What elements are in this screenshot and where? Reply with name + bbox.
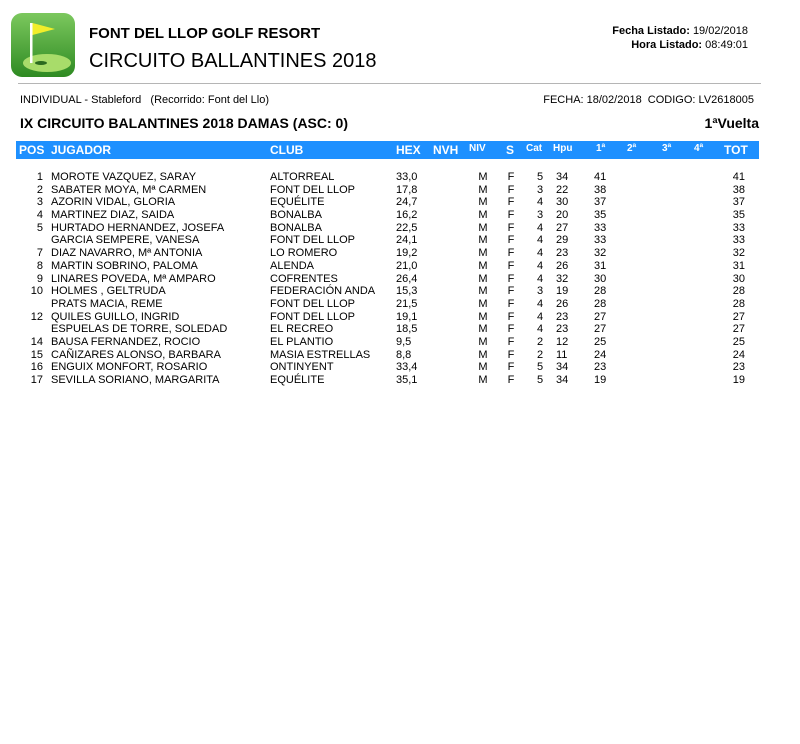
golf-flag-icon: [11, 13, 75, 77]
cell-tot: 28: [732, 297, 745, 310]
cell-cat: 4: [536, 297, 544, 310]
cell-cat: 5: [536, 361, 544, 374]
cell-player: MARTIN SOBRINO, PALOMA: [51, 259, 198, 272]
cell-hpu: 20: [556, 209, 569, 222]
cell-tot: 33: [732, 221, 745, 234]
cell-pos: 7: [36, 247, 43, 260]
cell-hpu: 26: [556, 297, 569, 310]
cell-s: F: [507, 335, 515, 348]
cell-player: PRATS MACIA, REME: [51, 297, 163, 310]
round-label: 1ªVuelta: [704, 115, 759, 131]
cell-hpu: 34: [556, 361, 569, 374]
col-hpu: Hpu: [553, 143, 573, 154]
cell-tot: 25: [732, 335, 745, 348]
cell-hpu: 12: [556, 335, 569, 348]
table-row: [0, 222, 800, 235]
cell-niv: M: [478, 221, 488, 234]
cell-player: DIAZ NAVARRO, Mª ANTONIA: [51, 247, 203, 260]
cell-s: F: [507, 196, 515, 209]
table-row: [0, 298, 800, 311]
cell-hpu: 23: [556, 247, 569, 260]
cell-hex: 21,5: [396, 297, 418, 310]
cell-hpu: 34: [556, 374, 569, 386]
cell-hex: 15,3: [396, 285, 418, 298]
table-row: [0, 196, 800, 209]
cell-tot: 33: [732, 234, 745, 247]
col-cat: Cat: [526, 143, 543, 154]
cell-cat: 2: [536, 335, 544, 348]
cell-s: F: [507, 272, 515, 285]
col-club: CLUB: [270, 143, 304, 157]
table-row: [0, 171, 800, 184]
col-r1: 1ª: [596, 143, 606, 154]
table-row: [0, 247, 800, 260]
cell-club: FONT DEL LLOP: [270, 310, 355, 323]
cell-club: BONALBA: [270, 209, 322, 222]
col-hex: HEX: [396, 143, 421, 157]
col-r3: 3ª: [662, 143, 672, 154]
cell-pos: 14: [30, 335, 43, 348]
cell-hex: 24,1: [396, 234, 418, 247]
cell-club: FONT DEL LLOP: [270, 183, 355, 196]
cell-s: F: [507, 374, 515, 386]
cell-player: MOROTE VAZQUEZ, SARAY: [51, 171, 197, 183]
cell-pos: 16: [30, 361, 43, 374]
cell-pos: 15: [30, 348, 43, 361]
cell-hex: 26,4: [396, 272, 418, 285]
cell-cat: 4: [536, 221, 544, 234]
cell-hex: 35,1: [396, 374, 418, 386]
cell-s: F: [507, 259, 515, 272]
col-s: S: [506, 143, 515, 157]
cell-hex: 19,2: [396, 247, 418, 260]
table-row: [0, 336, 800, 349]
cell-hex: 24,7: [396, 196, 418, 209]
cell-niv: M: [478, 297, 488, 310]
col-r4: 4ª: [694, 143, 704, 154]
cell-cat: 3: [536, 285, 544, 298]
date-code-text: FECHA: 18/02/2018 CODIGO: LV2618005: [543, 94, 754, 106]
cell-niv: M: [478, 247, 488, 260]
cell-s: F: [507, 348, 515, 361]
fecha-listado-label: Fecha Listado:: [612, 25, 690, 37]
cell-hex: 17,8: [396, 183, 418, 196]
cell-r1: 33: [594, 234, 607, 247]
cell-r1: 27: [594, 323, 607, 336]
cell-s: F: [507, 285, 515, 298]
table-row: [0, 273, 800, 286]
cell-s: F: [507, 209, 515, 222]
cell-tot: 41: [732, 171, 745, 183]
cell-tot: 38: [732, 183, 745, 196]
cell-player: HOLMES , GELTRUDA: [51, 285, 166, 298]
table-header: [16, 141, 759, 159]
cell-r1: 35: [594, 209, 607, 222]
cell-r1: 24: [594, 348, 607, 361]
cell-s: F: [507, 323, 515, 336]
cell-niv: M: [478, 285, 488, 298]
cell-s: F: [507, 310, 515, 323]
cell-player: ENGUIX MONFORT, ROSARIO: [51, 361, 208, 374]
table-row: [0, 184, 800, 197]
cell-pos: 17: [30, 374, 43, 386]
col-r2: 2ª: [627, 143, 637, 154]
fecha-listado-value: 19/02/2018: [692, 25, 748, 37]
cell-pos: 3: [36, 196, 43, 209]
cell-club: ALTORREAL: [270, 171, 335, 183]
cell-niv: M: [478, 348, 488, 361]
cell-cat: 4: [536, 272, 544, 285]
cell-r1: 33: [594, 221, 607, 234]
cell-player: AZORIN VIDAL, GLORIA: [51, 196, 176, 209]
cell-hpu: 32: [556, 272, 569, 285]
cell-pos: 4: [36, 209, 43, 222]
cell-pos: 8: [36, 259, 43, 272]
cell-club: EQUÉLITE: [270, 374, 325, 386]
cell-cat: 3: [536, 209, 544, 222]
cell-hpu: 22: [556, 183, 569, 196]
cell-s: F: [507, 221, 515, 234]
cell-tot: 32: [732, 247, 745, 260]
cell-tot: 31: [732, 259, 745, 272]
table-row: [0, 260, 800, 273]
cell-s: F: [507, 183, 515, 196]
cell-r1: 38: [594, 183, 607, 196]
cell-niv: M: [478, 196, 488, 209]
modality-text: INDIVIDUAL - Stableford (Recorrido: Font del Llo): [20, 94, 270, 106]
cell-r1: 25: [594, 335, 607, 348]
table-row: [0, 361, 800, 374]
cell-cat: 5: [536, 171, 544, 183]
cell-pos: 2: [36, 183, 43, 196]
cell-club: ALENDA: [270, 259, 315, 272]
table-row: [0, 374, 800, 387]
cell-pos: 12: [30, 310, 43, 323]
cell-hex: 16,2: [396, 209, 418, 222]
cell-r1: 37: [594, 196, 607, 209]
cell-niv: M: [478, 259, 488, 272]
cell-club: FONT DEL LLOP: [270, 234, 355, 247]
cell-player: QUILES GUILLO, INGRID: [51, 310, 180, 323]
cell-cat: 3: [536, 183, 544, 196]
cell-niv: M: [478, 335, 488, 348]
results-table: [0, 171, 800, 387]
table-row: [0, 285, 800, 298]
cell-cat: 4: [536, 310, 544, 323]
cell-pos: 9: [36, 272, 43, 285]
col-tot: TOT: [724, 143, 748, 157]
cell-club: ONTINYENT: [270, 361, 334, 374]
cell-hex: 18,5: [396, 323, 418, 336]
cell-player: ESPUELAS DE TORRE, SOLEDAD: [51, 323, 228, 336]
table-row: [0, 349, 800, 362]
cell-r1: 41: [594, 171, 607, 183]
cell-niv: M: [478, 374, 488, 386]
cell-r1: 23: [594, 361, 607, 374]
table-row: [0, 311, 800, 324]
cell-hex: 9,5: [396, 335, 412, 348]
cell-tot: 35: [732, 209, 745, 222]
listing-info: [612, 24, 748, 52]
competition-title: IX CIRCUITO BALANTINES 2018 DAMAS (ASC: 0): [20, 115, 349, 131]
cell-niv: M: [478, 234, 488, 247]
cell-niv: M: [478, 171, 488, 183]
cell-player: LINARES POVEDA, Mª AMPARO: [51, 272, 216, 285]
cell-s: F: [507, 234, 515, 247]
cell-cat: 5: [536, 374, 544, 386]
cell-player: MARTINEZ DIAZ, SAIDA: [51, 209, 175, 222]
cell-r1: 28: [594, 285, 607, 298]
cell-tot: 28: [732, 285, 745, 298]
cell-r1: 30: [594, 272, 607, 285]
cell-player: SABATER MOYA, Mª CARMEN: [51, 183, 207, 196]
cell-club: FONT DEL LLOP: [270, 297, 355, 310]
cell-player: GARCIA SEMPERE, VANESA: [51, 234, 200, 247]
cell-pos: 10: [30, 285, 43, 298]
cell-cat: 4: [536, 259, 544, 272]
col-niv: NIV: [469, 143, 486, 154]
cell-hpu: 11: [556, 348, 568, 361]
col-player: JUGADOR: [51, 143, 112, 157]
cell-niv: M: [478, 272, 488, 285]
cell-tot: 30: [732, 272, 745, 285]
cell-club: BONALBA: [270, 221, 322, 234]
col-nvh: NVH: [433, 143, 459, 157]
cell-tot: 37: [732, 196, 745, 209]
cell-s: F: [507, 171, 515, 183]
cell-cat: 4: [536, 196, 544, 209]
cell-niv: M: [478, 183, 488, 196]
cell-hpu: 19: [556, 285, 569, 298]
cell-player: HURTADO HERNANDEZ, JOSEFA: [51, 221, 225, 234]
cell-r1: 31: [594, 259, 607, 272]
cell-r1: 19: [594, 374, 607, 386]
cell-hpu: 23: [556, 323, 569, 336]
cell-niv: M: [478, 310, 488, 323]
cell-niv: M: [478, 361, 488, 374]
cell-pos: 5: [36, 221, 43, 234]
cell-club: COFRENTES: [270, 272, 338, 285]
club-name: FONT DEL LLOP GOLF RESORT: [89, 25, 321, 42]
cell-tot: 27: [732, 310, 745, 323]
cell-hpu: 30: [556, 196, 569, 209]
col-pos: POS: [19, 143, 45, 157]
cell-r1: 32: [594, 247, 607, 260]
table-row: [0, 323, 800, 336]
cell-club: MASIA ESTRELLAS: [270, 348, 371, 361]
event-title: CIRCUITO BALLANTINES 2018: [89, 50, 377, 72]
cell-cat: 4: [536, 323, 544, 336]
cell-hex: 33,0: [396, 171, 418, 183]
table-row: [0, 209, 800, 222]
cell-club: LO ROMERO: [270, 247, 338, 260]
cell-tot: 23: [732, 361, 745, 374]
cell-player: SEVILLA SORIANO, MARGARITA: [51, 374, 220, 386]
cell-hex: 22,5: [396, 221, 418, 234]
header-divider: [18, 83, 761, 84]
cell-r1: 27: [594, 310, 607, 323]
cell-cat: 4: [536, 247, 544, 260]
cell-player: BAUSA FERNANDEZ, ROCIO: [51, 335, 201, 348]
cell-player: CAÑIZARES ALONSO, BARBARA: [51, 348, 221, 361]
cell-club: EL RECREO: [270, 323, 334, 336]
cell-niv: M: [478, 209, 488, 222]
cell-pos: 1: [36, 171, 43, 183]
cell-r1: 28: [594, 297, 607, 310]
cell-tot: 27: [732, 323, 745, 336]
cell-s: F: [507, 297, 515, 310]
cell-hpu: 26: [556, 259, 569, 272]
table-row: [0, 234, 800, 247]
hora-listado-value: 08:49:01: [705, 39, 748, 51]
cell-hpu: 23: [556, 310, 569, 323]
cell-tot: 19: [732, 374, 745, 386]
cell-hex: 21,0: [396, 259, 418, 272]
cell-hex: 33,4: [396, 361, 418, 374]
cell-hpu: 27: [556, 221, 569, 234]
cell-hex: 8,8: [396, 348, 412, 361]
cell-tot: 24: [732, 348, 745, 361]
cell-s: F: [507, 361, 515, 374]
cell-club: EL PLANTIO: [270, 335, 334, 348]
cell-cat: 4: [536, 234, 544, 247]
cell-hex: 19,1: [396, 310, 418, 323]
cell-hpu: 29: [556, 234, 569, 247]
cell-hpu: 34: [556, 171, 569, 183]
cell-cat: 2: [536, 348, 544, 361]
cell-club: EQUÉLITE: [270, 196, 325, 209]
cell-niv: M: [478, 323, 488, 336]
cell-club: FEDERACIÓN ANDA: [270, 285, 376, 298]
cell-s: F: [507, 247, 515, 260]
hora-listado-label: Hora Listado:: [631, 39, 703, 51]
